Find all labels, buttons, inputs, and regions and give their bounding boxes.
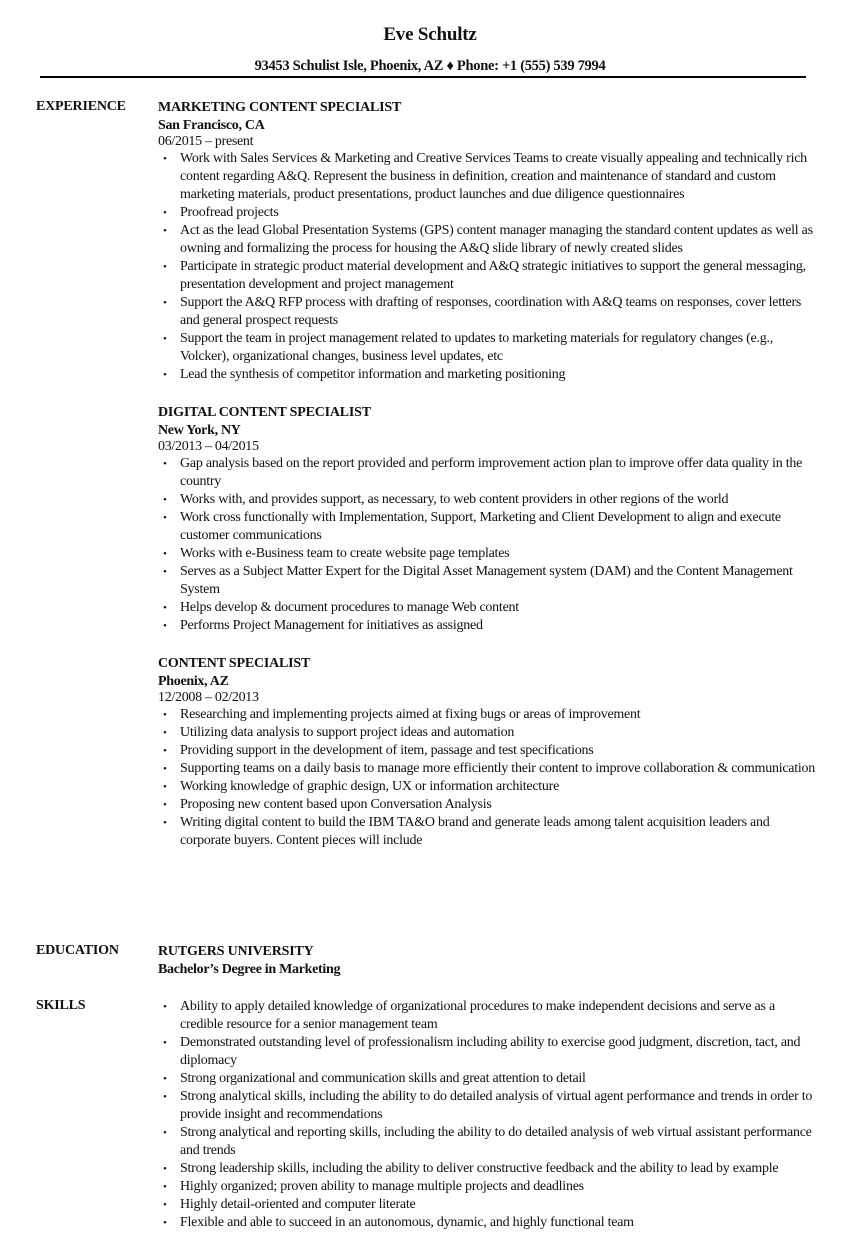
header-divider — [40, 76, 806, 78]
bullet-item — [163, 760, 818, 778]
bullet-icon: • — [163, 1073, 167, 1085]
bullet-item — [163, 491, 818, 509]
bullet-icon: • — [163, 1199, 167, 1211]
bullet-text: Writing digital content to build the IBM TA&O brand and generate leads among talent acquisition leaders and corporate buyers. Content pieces will include — [180, 815, 770, 848]
job-dates: 12/2008 – 02/2013 — [158, 690, 259, 705]
bullet-text: Works with e-Business team to create website page templates — [180, 546, 510, 561]
bullet-item — [163, 706, 818, 724]
bullet-text: Demonstrated outstanding level of professionalism including ability to exercise good judgment, discretion, tact, and diplomacy — [180, 1035, 801, 1068]
bullet-icon: • — [163, 225, 167, 237]
bullet-text: Providing support in the development of item, passage and test specifications — [180, 743, 594, 758]
bullet-text: Utilizing data analysis to support project ideas and automation — [180, 725, 515, 740]
skill-item — [163, 1088, 818, 1124]
bullet-item — [163, 563, 818, 599]
bullet-icon: • — [163, 1217, 167, 1229]
bullet-text: Helps develop & document procedures to manage Web content — [180, 600, 519, 615]
bullet-item — [163, 796, 818, 814]
bullet-text: Works with, and provides support, as necessary, to web content providers in other regions of the world — [180, 492, 729, 507]
bullet-icon: • — [163, 333, 167, 345]
bullet-icon: • — [163, 1091, 167, 1103]
section-label-skills: SKILLS — [36, 998, 86, 1013]
bullet-icon: • — [163, 566, 167, 578]
bullet-text: Serves as a Subject Matter Expert for the Digital Asset Management system (DAM) and the Content Management System — [180, 564, 793, 597]
bullet-item — [163, 258, 818, 294]
bullet-text: Highly organized; proven ability to manage multiple projects and deadlines — [180, 1179, 584, 1194]
bullet-icon: • — [163, 1037, 167, 1049]
section-label-experience: EXPERIENCE — [36, 99, 126, 114]
bullet-icon: • — [163, 817, 167, 829]
skill-item — [163, 1214, 818, 1232]
bullet-item — [163, 294, 818, 330]
bullet-text: Strong organizational and communication skills and great attention to detail — [180, 1071, 586, 1086]
bullet-item — [163, 150, 818, 204]
bullet-item — [163, 455, 818, 491]
skill-item — [163, 998, 818, 1034]
bullet-text: Highly detail-oriented and computer literate — [180, 1197, 416, 1212]
skill-item — [163, 1178, 818, 1196]
bullet-item — [163, 366, 818, 384]
skill-item — [163, 1124, 818, 1160]
job-entry — [158, 404, 818, 635]
bullet-text: Act as the lead Global Presentation Systems (GPS) content manager managing the standard content updates as well as owning and formalizing the process for housing the A&Q slide library of newly created slides — [180, 223, 813, 256]
education-entry — [158, 943, 818, 978]
bullet-icon: • — [163, 763, 167, 775]
bullet-text: Proofread projects — [180, 205, 279, 220]
bullet-text: Work cross functionally with Implementation, Support, Marketing and Client Development to align and execute customer communications — [180, 510, 781, 543]
bullet-text: Support the A&Q RFP process with drafting of responses, coordination with A&Q teams on responses, cover letters and general prospect requests — [180, 295, 802, 328]
job-entry — [158, 655, 818, 850]
bullet-text: Researching and implementing projects aimed at fixing bugs or areas of improvement — [180, 707, 641, 722]
bullet-icon: • — [163, 1181, 167, 1193]
bullet-icon: • — [163, 727, 167, 739]
bullet-item — [163, 814, 818, 850]
skill-item — [163, 1070, 818, 1088]
bullet-item — [163, 222, 818, 258]
skill-item — [163, 1160, 818, 1178]
contact-info: 93453 Schulist Isle, Phoenix, AZ ♦ Phone: +1 (555) 539 7994 — [254, 58, 606, 74]
bullet-icon: • — [163, 548, 167, 560]
job-title: CONTENT SPECIALIST — [158, 656, 311, 671]
experience-list — [158, 99, 818, 870]
job-title: MARKETING CONTENT SPECIALIST — [158, 100, 402, 115]
bullet-icon: • — [163, 297, 167, 309]
bullet-text: Strong analytical skills, including the ability to do detailed analysis of virtual agent performance and trends in order to provide insight and recommendations — [180, 1089, 813, 1122]
bullet-icon: • — [163, 512, 167, 524]
bullet-item — [163, 778, 818, 796]
bullet-text: Participate in strategic product material development and A&Q strategic initiatives to support the general messaging, presentation development and project management — [180, 259, 806, 292]
bullet-text: Work with Sales Services & Marketing and Creative Services Teams to create visually appealing and technically rich content regarding A&Q. Represent the business in definition, creation and maintenance of standard and custom marketing materials, product presentations, product launches and due diligence questionnaires — [180, 151, 807, 202]
bullet-text: Strong analytical and reporting skills, including the ability to do detailed analysis of web virtual assistant performance and trends — [180, 1125, 812, 1158]
bullet-item — [163, 545, 818, 563]
bullet-item — [163, 204, 818, 222]
job-bullets — [158, 150, 818, 384]
bullet-item — [163, 330, 818, 366]
section-label-education: EDUCATION — [36, 943, 119, 958]
bullet-icon: • — [163, 709, 167, 721]
bullet-icon: • — [163, 620, 167, 632]
skills-body — [158, 998, 818, 1232]
job-location: Phoenix, AZ — [158, 674, 229, 689]
bullet-item — [163, 617, 818, 635]
bullet-icon: • — [163, 261, 167, 273]
bullet-item — [163, 509, 818, 545]
bullet-icon: • — [163, 781, 167, 793]
bullet-icon: • — [163, 207, 167, 219]
job-entry — [158, 99, 818, 384]
skill-item — [163, 1034, 818, 1070]
bullet-text: Working knowledge of graphic design, UX or information architecture — [180, 779, 560, 794]
bullet-item — [163, 724, 818, 742]
bullet-item — [163, 599, 818, 617]
job-location: New York, NY — [158, 423, 241, 438]
job-dates: 03/2013 – 04/2015 — [158, 439, 259, 454]
bullet-text: Ability to apply detailed knowledge of organizational procedures to make independent decisions and serve as a credible resource for a senior management team — [180, 999, 775, 1032]
bullet-text: Gap analysis based on the report provided and perform improvement action plan to improve offer data quality in the country — [180, 456, 803, 489]
job-location: San Francisco, CA — [158, 118, 265, 133]
job-title: DIGITAL CONTENT SPECIALIST — [158, 405, 371, 420]
candidate-name: Eve Schultz — [383, 24, 477, 45]
bullet-icon: • — [163, 369, 167, 381]
bullet-text: Strong leadership skills, including the ability to deliver constructive feedback and the ability to lead by example — [180, 1161, 779, 1176]
bullet-text: Flexible and able to succeed in an autonomous, dynamic, and highly functional team — [180, 1215, 634, 1230]
skills-list — [158, 998, 818, 1232]
bullet-icon: • — [163, 799, 167, 811]
bullet-icon: • — [163, 1001, 167, 1013]
bullet-icon: • — [163, 458, 167, 470]
bullet-icon: • — [163, 494, 167, 506]
bullet-text: Proposing new content based upon Conversation Analysis — [180, 797, 492, 812]
bullet-text: Support the team in project management related to updates to marketing materials for regulatory changes (e.g., Volcker), organizational changes, business level updates, etc — [180, 331, 773, 364]
job-bullets — [158, 455, 818, 635]
bullet-icon: • — [163, 1163, 167, 1175]
bullet-icon: • — [163, 745, 167, 757]
job-bullets — [158, 706, 818, 850]
job-dates: 06/2015 – present — [158, 134, 254, 149]
bullet-item — [163, 742, 818, 760]
school-name: RUTGERS UNIVERSITY — [158, 944, 314, 959]
bullet-text: Performs Project Management for initiatives as assigned — [180, 618, 483, 633]
bullet-text: Supporting teams on a daily basis to manage more efficiently their content to improve collaboration & communication — [180, 761, 816, 776]
degree: Bachelor’s Degree in Marketing — [158, 962, 341, 977]
skill-item — [163, 1196, 818, 1214]
bullet-icon: • — [163, 1127, 167, 1139]
bullet-icon: • — [163, 602, 167, 614]
bullet-icon: • — [163, 153, 167, 165]
bullet-text: Lead the synthesis of competitor information and marketing positioning — [180, 367, 566, 382]
